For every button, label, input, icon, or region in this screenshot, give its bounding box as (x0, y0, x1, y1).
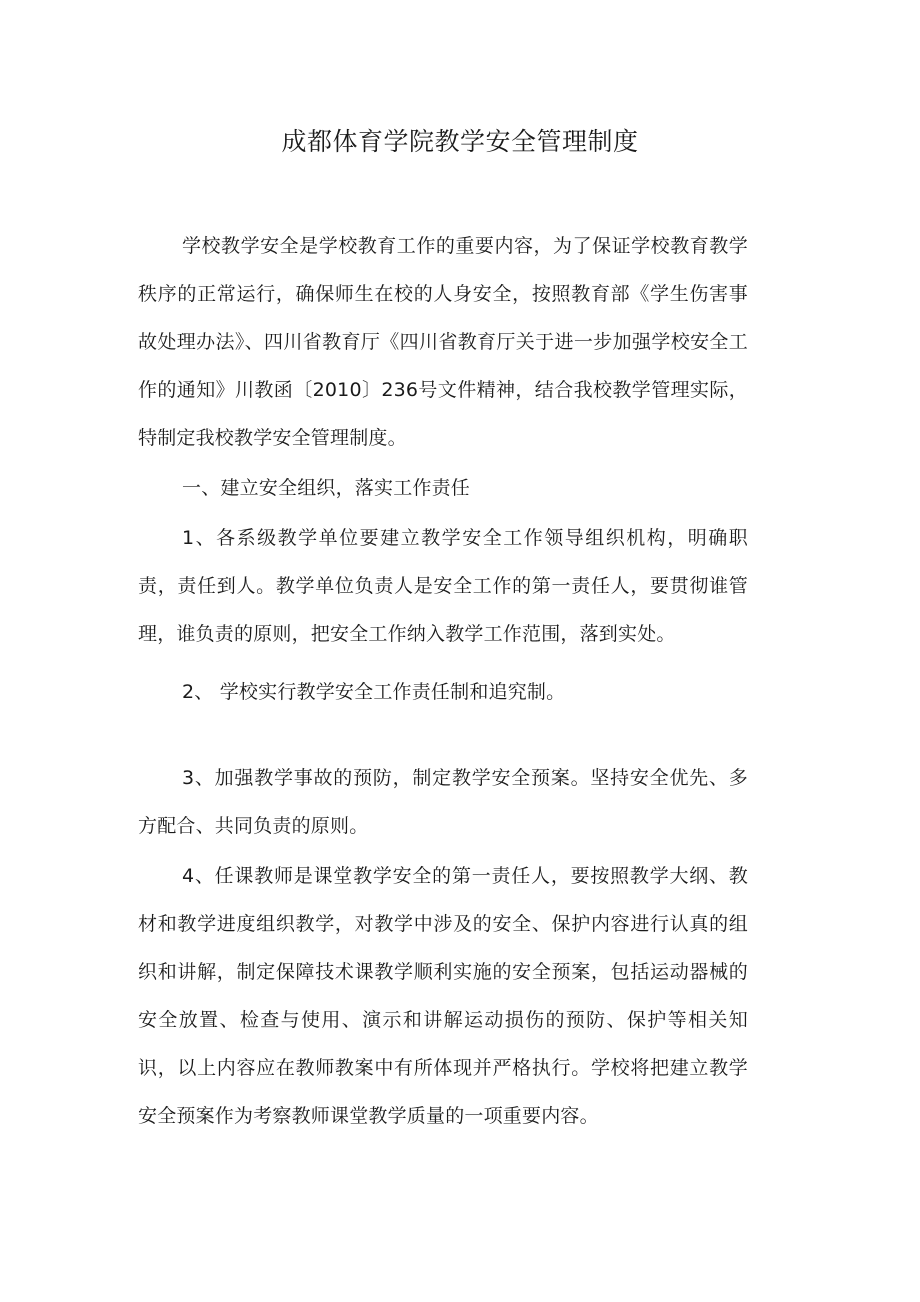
clause-3-paragraph: 3、加强教学事故的预防，制定教学安全预案。坚持安全优先、多方配合、共同负责的原则。 (138, 767, 748, 837)
document-body (138, 222, 748, 1140)
intro-paragraph: 学校教学安全是学校教育工作的重要内容，为了保证学校教育教学秩序的正常运行，确保师生在校的人身安全，按照教育部《学生伤害事故处理办法》、四川省教育厅《四川省教育厅关于进一步加强学校安全工作的通知》川教函〔2010〕236号文件精神，结合我校教学管理实际，特制定我校教学安全管理制度。 (138, 235, 748, 449)
clause-2-paragraph: 2、 学校实行教学安全工作责任制和追究制。 (182, 681, 566, 703)
document-title: 成都体育学院教学安全管理制度 (281, 127, 639, 156)
clause-4-paragraph: 4、任课教师是课堂教学安全的第一责任人，要按照教学大纲、教材和教学进度组织教学，对教学中涉及的安全、保护内容进行认真的组织和讲解，制定保障技术课教学顺利实施的安全预案，包括运动器械的安全放置、检查与使用、演示和讲解运动损伤的预防、保护等相关知识，以上内容应在教师教案中有所体现并严格执行。学校将把建立教学安全预案作为考察教师课堂教学质量的一项重要内容。 (138, 865, 748, 1127)
section-heading-1: 一、建立安全组织，落实工作责任 (182, 477, 471, 499)
clause-1-paragraph: 1、各系级教学单位要建立教学安全工作领导组织机构，明确职责，责任到人。教学单位负责人是安全工作的第一责任人，要贯彻谁管理，谁负责的原则，把安全工作纳入教学工作范围，落到实处。 (138, 527, 748, 645)
